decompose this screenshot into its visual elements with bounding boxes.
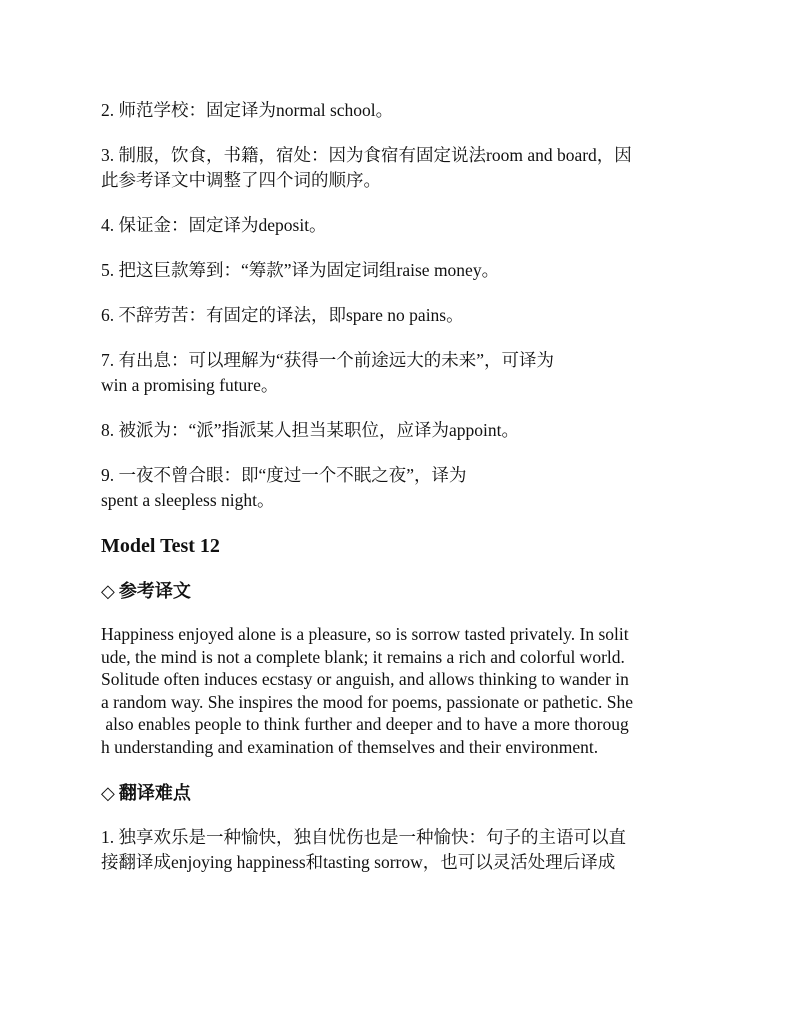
- note-line: 4. 保证金：固定译为deposit。: [101, 215, 327, 235]
- note-line: 接翻译成enjoying happiness和tasting sorrow，也可以灵活处理后译成: [101, 851, 616, 872]
- note-line: win a promising future。: [101, 375, 279, 395]
- note-3: [101, 143, 701, 193]
- note-line: 1. 独享欢乐是一种愉快，独自忧伤也是一种愉快：句子的主语可以直: [101, 826, 626, 847]
- note-line: 9. 一夜不曾合眼：即“度过一个不眠之夜”，译为: [101, 465, 467, 485]
- diamond-icon: ◇: [101, 581, 115, 601]
- document-page: [101, 98, 701, 895]
- note-line: 2. 师范学校：固定译为normal school。: [101, 100, 394, 120]
- note-line: 此参考译文中调整了四个词的顺序。: [101, 170, 381, 190]
- note-6: [101, 303, 701, 328]
- reference-line: also enables people to think further and deeper and to have a more thoroug: [101, 714, 629, 735]
- reference-line: Happiness enjoyed alone is a pleasure, so is sorrow tasted privately. In solit: [101, 624, 629, 644]
- reference-heading: [101, 579, 701, 603]
- note-line: 3. 制服，饮食，书籍，宿处：因为食宿有固定说法room and board，因: [101, 145, 632, 165]
- difficulty-heading-label: 翻译难点: [118, 782, 191, 803]
- diamond-icon: ◇: [101, 782, 115, 803]
- note-line: 8. 被派为：“派”指派某人担当某职位，应译为appoint。: [101, 420, 520, 440]
- difficulty-heading: [101, 781, 701, 805]
- reference-line: a random way. She inspires the mood for poems, passionate or pathetic. She: [101, 691, 634, 712]
- note-9: [101, 463, 701, 513]
- reference-line: Solitude often induces ecstasy or anguish, and allows thinking to wander in: [101, 669, 629, 690]
- section-title: Model Test 12: [101, 535, 220, 557]
- reference-heading-label: 参考译文: [118, 581, 191, 601]
- note-5: [101, 258, 701, 283]
- note-line: 6. 不辞劳苦：有固定的译法，即spare no pains。: [101, 305, 464, 325]
- note-2: [101, 98, 701, 123]
- note-7: [101, 348, 701, 398]
- note-line: 7. 有出息：可以理解为“获得一个前途远大的未来”，可译为: [101, 350, 555, 370]
- reference-line: ude, the mind is not a complete blank; it remains a rich and colorful world.: [101, 646, 625, 667]
- reference-translation: [101, 623, 701, 759]
- reference-line: h understanding and examination of themselves and their environment.: [101, 736, 599, 757]
- difficulty-note-1: [101, 825, 701, 875]
- note-8: [101, 418, 701, 443]
- note-line: spent a sleepless night。: [101, 490, 275, 510]
- note-4: [101, 213, 701, 238]
- note-line: 5. 把这巨款筹到：“筹款”译为固定词组raise money。: [101, 260, 500, 280]
